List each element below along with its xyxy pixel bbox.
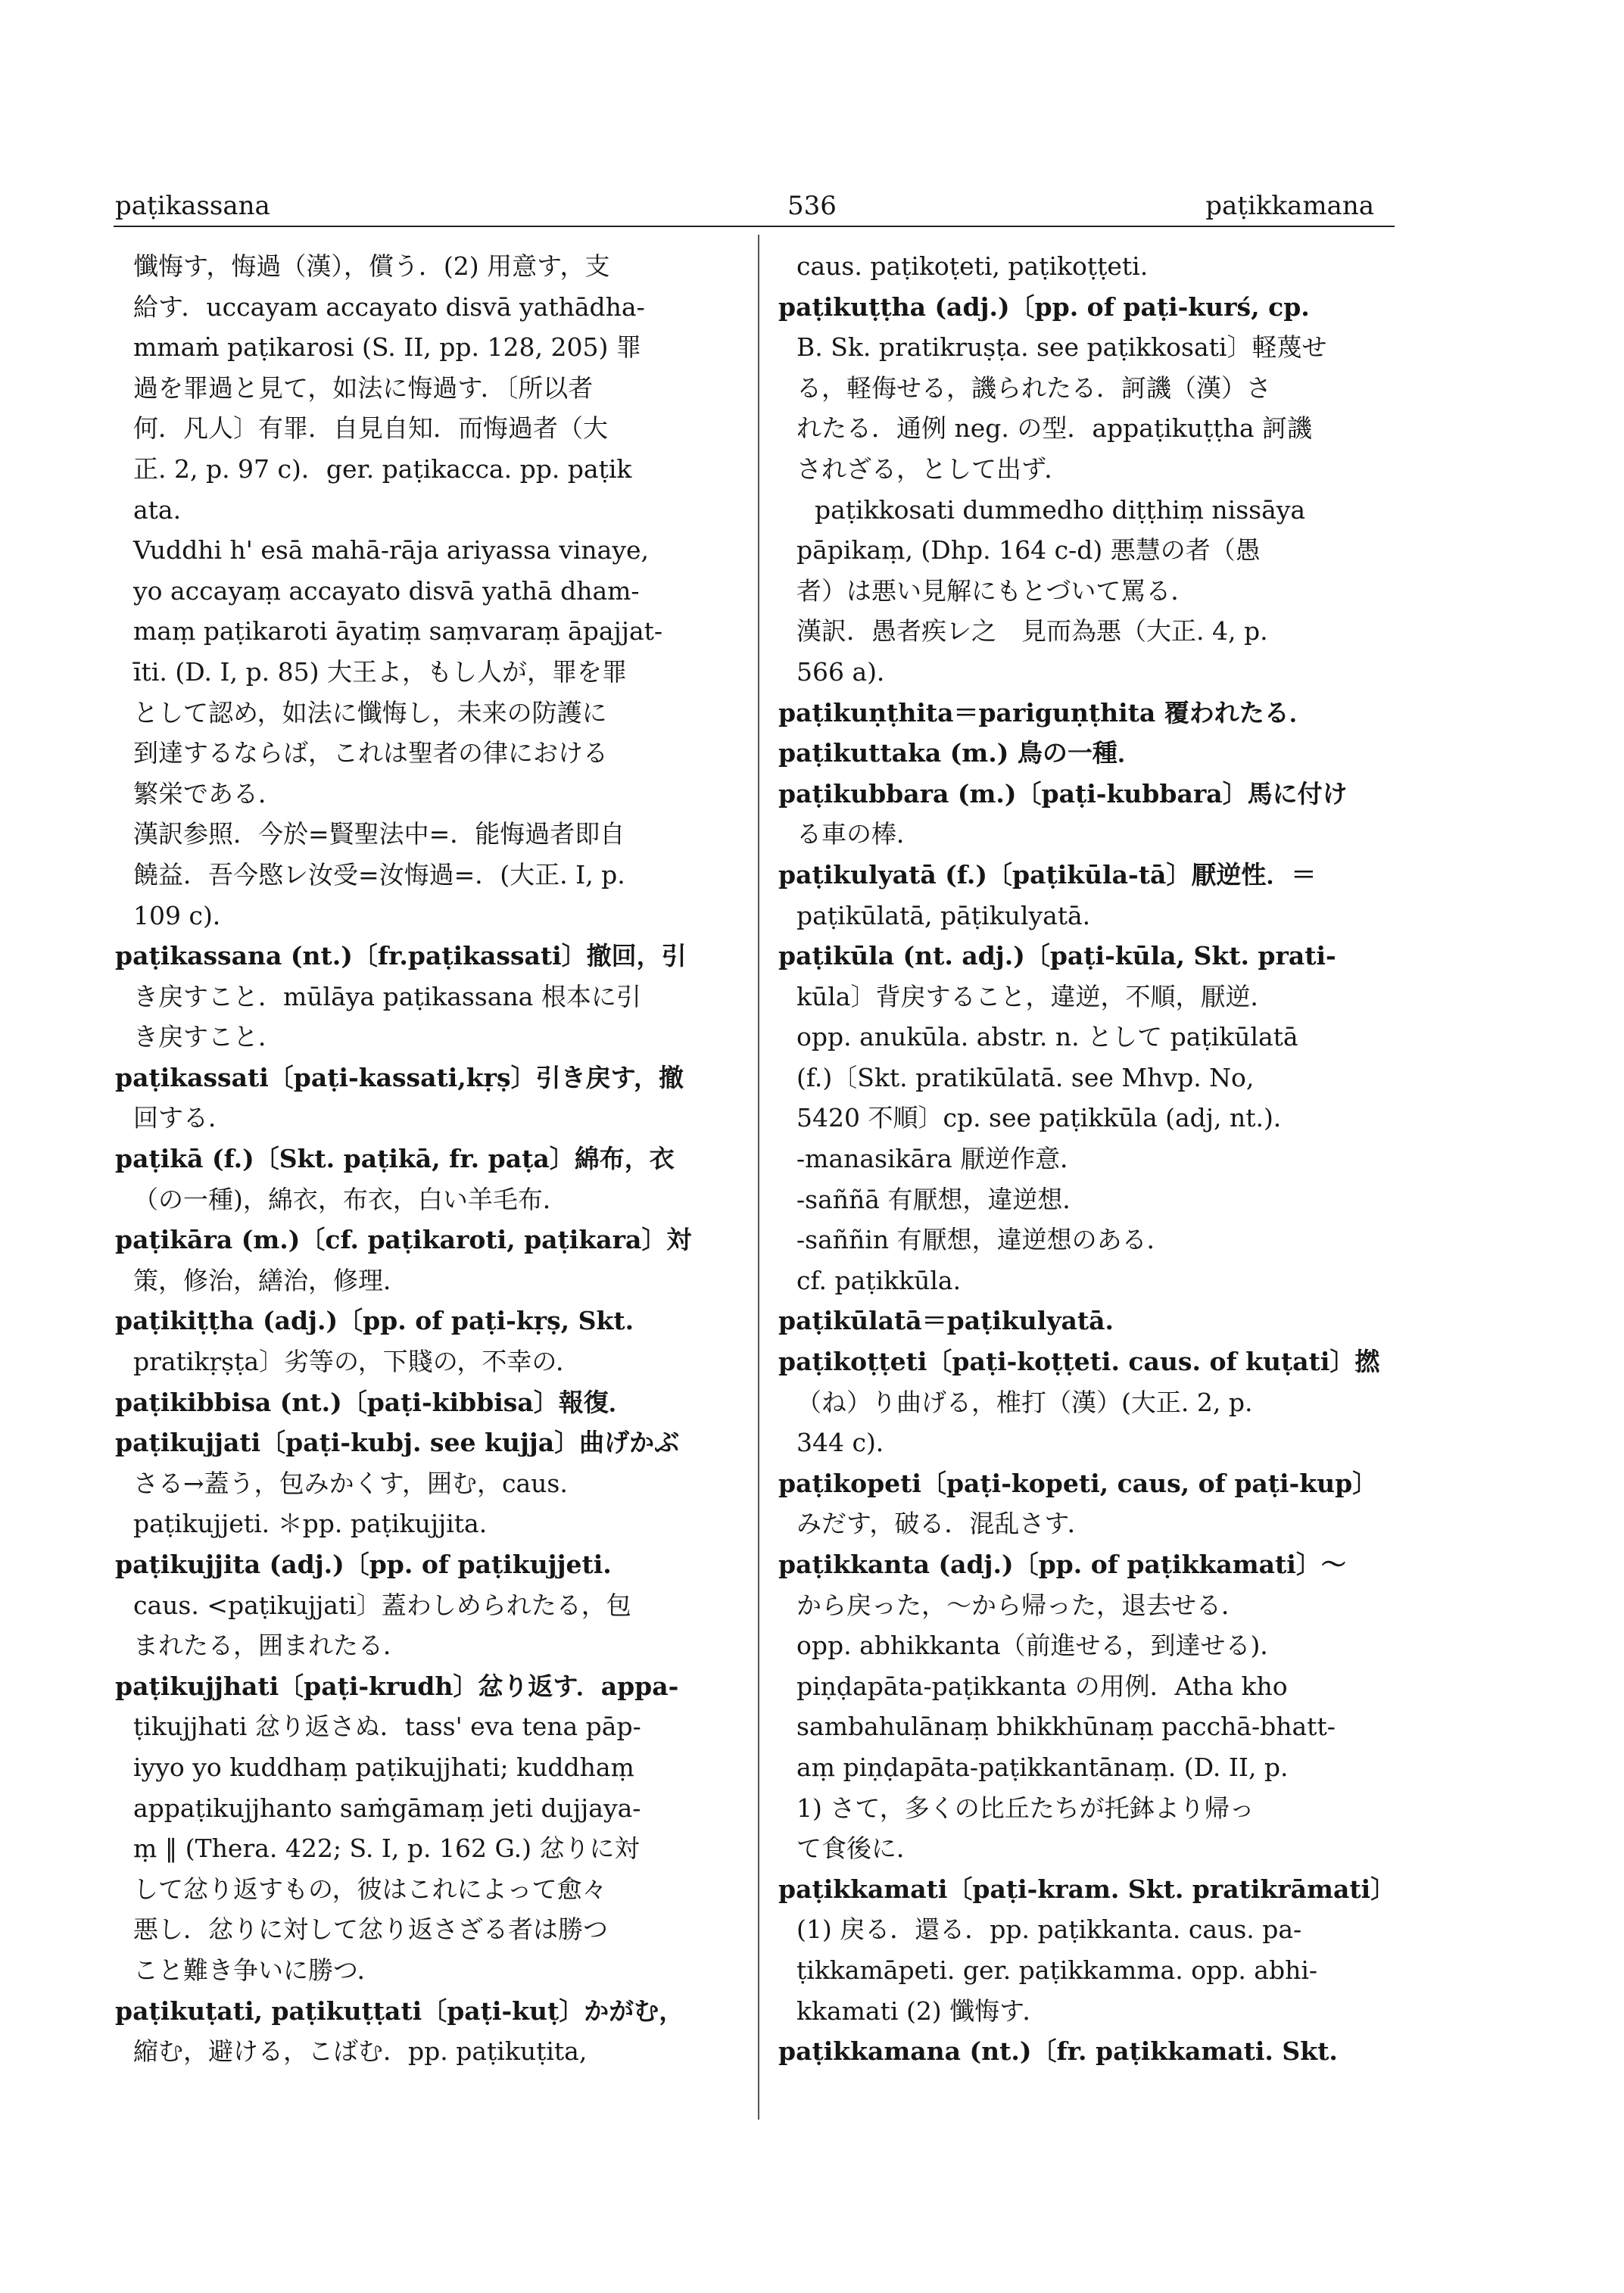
entry-text-line: 悪し．忿りに対して忿り返さざる者は勝つ <box>133 1914 608 1945</box>
entry-text-line: 過を罪過と見て，如法に悔過す．〔所以者 <box>133 372 594 403</box>
entry-text-line: mmaṁ paṭikarosi (S. II, pp. 128, 205) 罪 <box>133 332 641 363</box>
entry-text-line: されざる，として出ず． <box>796 453 1070 484</box>
entry-text-line: 344 c)． <box>796 1428 901 1458</box>
entry-text-line: れたる．通例 neg. の型．appaṭikuṭṭha 訶譏 <box>796 413 1312 444</box>
entry-text-line: -saññā 有厭想，違逆想． <box>796 1184 1088 1214</box>
entry-text-line: 饒益．吾今愍レ汝受=汝悔過=．(大正. I, p. <box>133 859 625 889</box>
entry-headline: paṭikassana (nt.)〔fr.paṭikassati〕撤回，引 <box>115 941 687 971</box>
entry-headline: paṭikibbisa (nt.)〔paṭi-kibbisa〕報復． <box>115 1387 634 1417</box>
entry-text-line: 漢訳参照．今於=賢聖法中=．能悔過者即自 <box>133 819 625 849</box>
entry-headline: paṭikassati〔paṭi-kassati,kṛṣ〕引き戻す，撤 <box>115 1062 684 1092</box>
entry-text-line: から戻った，〜から帰った，退去せる． <box>796 1590 1246 1620</box>
entry-text-line: き戻すこと．mūlāya paṭikassana 根本に引 <box>133 981 641 1011</box>
left-column <box>115 246 736 2072</box>
running-head-right: paṭikkamana <box>1205 191 1374 221</box>
entry-text-line: (f.)〔Skt. pratikūlatā. see Mhvp. No, <box>796 1062 1255 1092</box>
entry-text-line: ata. <box>133 494 182 525</box>
entry-text-line: iyyo yo kuddhaṃ paṭikujjhati; kuddhaṃ <box>133 1752 634 1782</box>
entry-text-line: 縮む，避ける，こばむ．pp. paṭikuṭita, <box>133 2036 588 2067</box>
entry-headline: paṭikiṭṭha (adj.)〔pp. of paṭi-kṛṣ, Skt. <box>115 1306 634 1336</box>
entry-text-line: pāpikaṃ, (Dhp. 164 c-d) 悪慧の者（愚 <box>796 535 1261 565</box>
entry-text-line: opp. anukūla. abstr. n. として paṭikūlatā <box>796 1022 1298 1052</box>
entry-headline: paṭikujjhati〔paṭi-krudh〕忿り返す．appa- <box>115 1671 679 1701</box>
entry-text-line: appaṭikujjhanto saṁgāmaṃ jeti dujjaya- <box>133 1793 641 1823</box>
entry-headline: paṭikuṭṭha (adj.)〔pp. of paṭi-kurś, cp. <box>778 291 1310 322</box>
entry-text-line: （ね）り曲げる，椎打（漢）(大正. 2, p. <box>796 1387 1253 1417</box>
entry-text-line: こと難き争いに勝つ． <box>133 1955 382 1985</box>
entry-text-line: (1) 戻る．還る．pp. paṭikkanta. caus. pa- <box>796 1914 1302 1945</box>
entry-text-line: kūla〕背戻すること，違逆，不順，厭逆． <box>796 981 1276 1011</box>
entry-headline: paṭikujjita (adj.)〔pp. of paṭikujjeti. <box>115 1550 612 1579</box>
entry-text-line: cf. paṭikkūla. <box>796 1265 962 1295</box>
entry-text-line: まれたる，囲まれたる． <box>133 1631 408 1661</box>
entry-text-line: -saññin 有厭想，違逆想のある． <box>796 1225 1172 1255</box>
entry-headline: paṭikubbara (m.)〔paṭi-kubbara〕馬に付け <box>778 778 1348 808</box>
entry-text-line: て食後に． <box>796 1833 921 1864</box>
entry-headline: paṭikujjati〔paṭi-kubj. see kujja〕曲げかぶ <box>115 1428 680 1458</box>
entry-text-line: る車の棒． <box>796 819 921 849</box>
entry-text-line: 漢訳．愚者疾レ之 見而為悪（大正. 4, p. <box>796 616 1268 646</box>
entry-text-line: （の一種)，綿衣，布衣，白い羊毛布． <box>133 1184 568 1214</box>
entry-headline: paṭikulyatā (f.)〔paṭikūla-tā〕厭逆性．＝ <box>778 859 1317 889</box>
column-divider <box>758 235 759 2120</box>
right-column <box>778 246 1399 2072</box>
entry-text-line: ṭikkamāpeti. ger. paṭikkamma. opp. abhi- <box>796 1955 1318 1985</box>
entry-text-line: として認め，如法に懺悔し，未来の防護に <box>133 697 607 727</box>
entry-headline: paṭikā (f.)〔Skt. paṭikā, fr. paṭa〕綿布，衣 <box>115 1144 675 1174</box>
entry-text-line: き戻すこと． <box>133 1022 283 1052</box>
entry-text-line: 5420 不順〕cp. see paṭikkūla (adj, nt.)． <box>796 1103 1298 1133</box>
entry-text-line: paṭikujjeti. ＊pp. paṭikujjita. <box>133 1509 488 1539</box>
entry-text-line: maṃ paṭikaroti āyatiṃ saṃvaraṃ āpajjat- <box>133 616 663 646</box>
entry-text-line: 566 a)． <box>796 656 902 687</box>
entry-text-line: 正. 2, p. 97 c)．ger. paṭikacca. pp. paṭik <box>133 453 632 484</box>
entry-headline: paṭikuttaka (m.) 鳥の一種． <box>778 738 1142 768</box>
entry-headline: paṭikāra (m.)〔cf. paṭikaroti, paṭikara〕対 <box>115 1225 692 1255</box>
entry-text-line: Vuddhi h' esā mahā-rāja ariyassa vinaye, <box>133 535 649 565</box>
entry-text-line: 到達するならば，これは聖者の律における <box>133 738 608 768</box>
entry-text-line: ṃ ‖ (Thera. 422; S. I, p. 162 G.) 忿りに対 <box>133 1833 640 1864</box>
entry-text-line: さる→蓋う，包みかくす，囲む，caus. <box>133 1468 568 1498</box>
entry-text-line: 懺悔す，悔過（漢），償う．(2) 用意す，支 <box>133 251 610 281</box>
entry-text-line: 回する． <box>133 1103 233 1133</box>
entry-text-line: opp. abhikkanta（前進せる，到達せる)． <box>796 1631 1286 1661</box>
entry-text-line: 策，修治，繕治，修理． <box>133 1265 408 1295</box>
entry-headline: paṭikkanta (adj.)〔pp. of paṭikkamati〕〜 <box>778 1550 1346 1579</box>
running-head-left: paṭikassana <box>115 191 270 221</box>
entry-headline: paṭikoṭṭeti〔paṭi-koṭṭeti. caus. of kuṭati〕撚 <box>778 1347 1380 1377</box>
entry-headline: paṭikūla (nt. adj.)〔paṭi-kūla, Skt. prati- <box>778 941 1336 971</box>
entry-headline: paṭikūlatā＝paṭikulyatā. <box>778 1306 1114 1336</box>
entry-text-line: 繁栄である． <box>133 778 283 808</box>
page-number: 536 <box>787 191 837 221</box>
entry-text-line: piṇḍapāta-paṭikkanta の用例．Atha kho <box>796 1671 1288 1701</box>
entry-text-line: paṭikkosati dummedho diṭṭhiṃ nissāya <box>815 494 1306 525</box>
entry-text-line: caus. paṭikoṭeti, paṭikoṭṭeti. <box>796 251 1149 281</box>
entry-text-line: paṭikūlatā, pāṭikulyatā. <box>796 900 1091 930</box>
entry-headline: paṭikuṇṭhita＝pariguṇṭhita 覆われたる． <box>778 697 1314 727</box>
entry-text-line: B. Sk. pratikruṣṭa. see paṭikkosati〕軽蔑せ <box>796 332 1327 363</box>
entry-headline: paṭikkamati〔paṭi-kram. Skt. pratikrāmati〕 <box>778 1874 1396 1904</box>
entry-headline: paṭikuṭati, paṭikuṭṭati〔paṭi-kuṭ〕かがむ， <box>115 1995 684 2026</box>
entry-text-line: る，軽侮せる，譏られたる．訶譏（漢）さ <box>796 372 1271 403</box>
entry-text-line: ṭikujjhati 忿り返さぬ．tass' eva tena pāp- <box>133 1712 641 1742</box>
entry-text-line: 何．凡人〕有罪．自見自知．而悔過者（大 <box>133 413 608 444</box>
entry-text-line: 109 c)． <box>133 900 238 930</box>
entry-text-line: 者）は悪い見解にもとづいて罵る． <box>796 575 1196 606</box>
entry-text-line: aṃ piṇḍapāta-paṭikkantānaṃ. (D. II, p. <box>796 1752 1289 1782</box>
entry-text-line: -manasikāra 厭逆作意． <box>796 1144 1086 1174</box>
entry-text-line: caus. <paṭikujjati〕蓋わしめられたる，包 <box>133 1590 631 1620</box>
entry-text-line: yo accayaṃ accayato disvā yathā dham- <box>133 575 640 606</box>
entry-text-line: sambahulānaṃ bhikkhūnaṃ pacchā-bhatt- <box>796 1712 1336 1742</box>
entry-text-line: 給す．uccayam accayato disvā yathādha- <box>133 291 645 322</box>
entry-headline: paṭikopeti〔paṭi-kopeti, caus, of paṭi-kup〕 <box>778 1468 1378 1498</box>
entry-text-line: īti. (D. I, p. 85) 大王よ，もし人が，罪を罪 <box>133 656 627 687</box>
entry-text-line: 1) さて，多くの比丘たちが托鉢より帰っ <box>796 1793 1255 1823</box>
entry-text-line: みだす，破る．混乱さす． <box>796 1509 1093 1539</box>
entry-text-line: kkamati (2) 懺悔す． <box>796 1995 1048 2026</box>
entry-headline: paṭikkamana (nt.)〔fr. paṭikkamati. Skt. <box>778 2036 1338 2067</box>
entry-text-line: して忿り返すもの，彼はこれによって愈々 <box>133 1874 607 1904</box>
header-rule <box>114 226 1395 227</box>
entry-text-line: pratikṛṣṭa〕劣等の，下賤の，不幸の． <box>133 1347 581 1377</box>
